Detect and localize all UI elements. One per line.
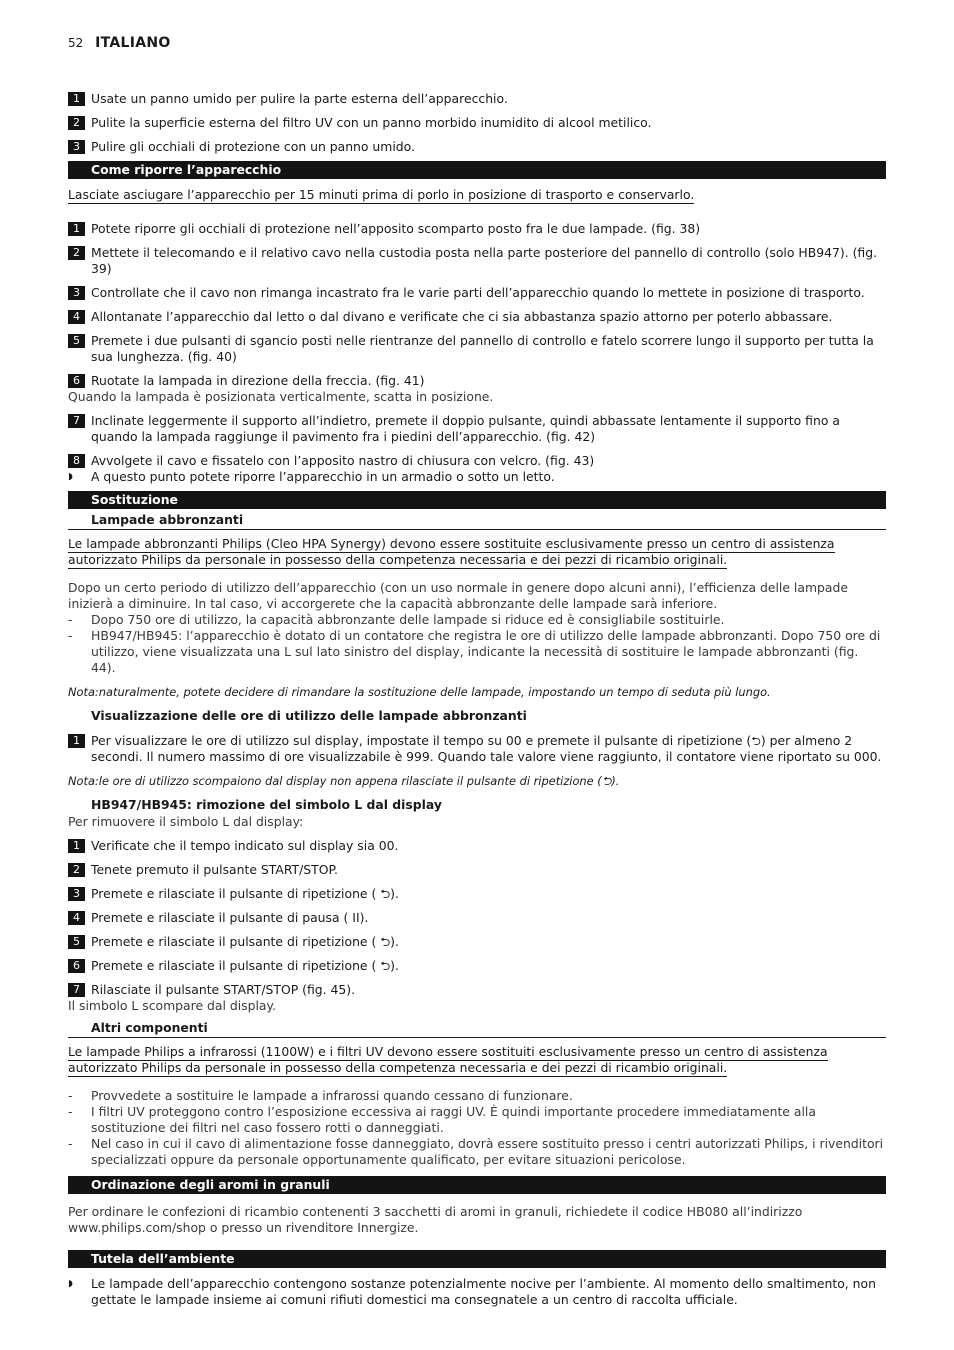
tanning-intro: Dopo un certo periodo di utilizzo dell’apparecchio (con un uso normale in genere dopo alcuni anni), l’efficienza delle lampade inizierà a diminuire. In tal caso, vi accorgerete che la capacità abbronzante delle lampade sarà inferiore. — [68, 580, 848, 611]
step-number: 1 — [68, 734, 85, 748]
page-content — [68, 91, 886, 1308]
subheading-remove-l: HB947/HB945: rimozione del simbolo L dal display — [91, 797, 442, 812]
step-text: Mettete il telecomando e il relativo cavo nella custodia posta nella parte posteriore del pannello di controllo (solo HB947). (fig. 39) — [91, 245, 878, 276]
section-heading-storage: Come riporre l’apparecchio — [68, 161, 886, 179]
step-number: 5 — [68, 935, 85, 949]
step-text: Premete e rilasciate il pulsante di ripetizione ( ⮌). — [91, 886, 399, 901]
bullet-item — [68, 612, 886, 628]
dash-bullet: - — [68, 612, 73, 627]
step-text: Ruotate la lampada in direzione della freccia. (fig. 41) — [91, 373, 425, 388]
step-text: Pulire gli occhiali di protezione con un panno umido. — [91, 139, 415, 154]
step-number: 5 — [68, 334, 85, 348]
step-number: 2 — [68, 116, 85, 130]
section-heading-replacement: Sostituzione — [68, 491, 886, 509]
step-text: Premete e rilasciate il pulsante di pausa ( II). — [91, 910, 369, 925]
storage-step — [68, 333, 886, 365]
step-text: Potete riporre gli occhiali di protezione nell’apposito scomparto posto fra le due lampade. (fig. 38) — [91, 221, 701, 236]
bullet-text: I filtri UV proteggono contro l’esposizione eccessiva ai raggi UV. È quindi importante procedere immediatamente alla sostituzione dei filtri nel caso fossero rotti o danneggiati. — [91, 1104, 816, 1135]
step-text: Premete e rilasciate il pulsante di ripetizione ( ⮌). — [91, 934, 399, 949]
cleaning-step — [68, 115, 886, 131]
step-number: 8 — [68, 454, 85, 468]
cleaning-step — [68, 139, 886, 155]
triangle-bullet-icon: ◗ — [68, 1279, 73, 1289]
step-number: 6 — [68, 959, 85, 973]
step-number: 1 — [68, 92, 85, 106]
step-number: 4 — [68, 310, 85, 324]
cleaning-step — [68, 91, 886, 107]
bullet-item — [68, 1136, 886, 1168]
section-heading-environment: Tutela dell’ambiente — [68, 1250, 886, 1268]
language-title: ITALIANO — [95, 35, 171, 51]
removal-step — [68, 982, 886, 1014]
subheading-other-components: Altri componenti — [68, 1020, 886, 1038]
bullet-text: HB947/HB945: l’apparecchio è dotato di un contatore che registra le ore di utilizzo delle lampade abbronzanti. Dopo 750 ore di utilizzo, viene visualizzata una L sul lato sinistro del display, indicante la necessità di sostituire le lampade abbronzanti (fig. 44). — [91, 628, 881, 675]
removal-step — [68, 862, 886, 878]
step-number: 6 — [68, 374, 85, 388]
step-result: Il simbolo L scompare dal display. — [68, 998, 277, 1013]
storage-step — [68, 221, 886, 237]
removal-step — [68, 910, 886, 926]
step-number: 3 — [68, 887, 85, 901]
dash-bullet: - — [68, 1104, 73, 1119]
step-number: 2 — [68, 863, 85, 877]
bullet-item — [68, 1104, 886, 1136]
result-text: A questo punto potete riporre l’apparecchio in un armadio o sotto un letto. — [91, 469, 555, 484]
storage-step — [68, 453, 886, 469]
repeat-icon: ⮌ — [751, 734, 761, 748]
environment-item — [68, 1276, 886, 1308]
step-text-end: ) per almeno 2 secondi. Il numero massimo di ore visualizzabile è 999. Quando tale valore viene raggiunto, il contatore viene riportato su 000. — [91, 733, 882, 764]
step-result: Quando la lampada è posizionata verticalmente, scatta in posizione. — [68, 389, 494, 404]
bullet-text: Nel caso in cui il cavo di alimentazione fosse danneggiato, dovrà essere sostituito presso i centri autorizzati Philips, i rivenditori specializzati oppure da personale opportunamente qualificato, per evitare situazioni pericolose. — [91, 1136, 884, 1167]
step-number: 2 — [68, 246, 85, 260]
step-text: Controllate che il cavo non rimanga incastrato fra le varie parti dell’apparecchio quando lo mettete in posizione di trasporto. — [91, 285, 865, 300]
storage-step — [68, 413, 886, 445]
removal-intro: Per rimuovere il simbolo L dal display: — [68, 814, 304, 829]
step-text: Usate un panno umido per pulire la parte esterna dell’apparecchio. — [91, 91, 508, 106]
storage-step — [68, 373, 886, 405]
bullet-text: Dopo 750 ore di utilizzo, la capacità abbronzante delle lampade si riduce ed è consigliabile sostituirle. — [91, 612, 725, 627]
section-heading-ordering: Ordinazione degli aromi in granuli — [68, 1176, 886, 1194]
step-number: 3 — [68, 286, 85, 300]
step-number: 1 — [68, 839, 85, 853]
tanning-note: Nota:naturalmente, potete decidere di rimandare la sostituzione delle lampade, impostando un tempo di seduta più lungo. — [68, 685, 771, 699]
hours-note — [68, 773, 886, 789]
removal-step — [68, 958, 886, 974]
environment-text: Le lampade dell’apparecchio contengono sostanze potenzialmente nocive per l’ambiente. Al momento dello smaltimento, non gettate le lampade insieme ai comuni rifiuti domestici ma consegnatele a un centro di raccolta ufficiale. — [91, 1276, 876, 1307]
bullet-text: Provvedete a sostituire le lampade a infrarossi quando cessano di funzionare. — [91, 1088, 573, 1103]
dash-bullet: - — [68, 1088, 73, 1103]
dash-bullet: - — [68, 1136, 73, 1151]
step-number: 4 — [68, 911, 85, 925]
triangle-bullet-icon: ◗ — [68, 472, 73, 482]
step-text: Avvolgete il cavo e fissatelo con l’apposito nastro di chiusura con velcro. (fig. 43) — [91, 453, 595, 468]
step-text: Pulite la superficie esterna del filtro UV con un panno morbido inumidito di alcool metilico. — [91, 115, 652, 130]
page-header — [68, 35, 171, 51]
removal-step — [68, 886, 886, 902]
page-number: 52 — [68, 36, 84, 50]
step-text: Allontanate l’apparecchio dal letto o dal divano e verificate che ci sia abbastanza spazio attorno per poterlo abbassare. — [91, 309, 833, 324]
bullet-item — [68, 628, 886, 676]
removal-step — [68, 934, 886, 950]
step-text: Rilasciate il pulsante START/STOP (fig. 45). — [91, 982, 356, 997]
step-number: 1 — [68, 222, 85, 236]
step-text-start: Per visualizzare le ore di utilizzo sul display, impostate il tempo su 00 e premete il pulsante di ripetizione ( — [91, 733, 752, 748]
note-text-start: Nota:le ore di utilizzo scompaiono dal display non appena rilasciate il pulsante di ripetizione ( — [68, 774, 602, 788]
step-text: Tenete premuto il pulsante START/STOP. — [91, 862, 338, 877]
removal-step — [68, 838, 886, 854]
tanning-warning: Le lampade abbronzanti Philips (Cleo HPA Synergy) devono essere sostituite esclusivamente presso un centro di assistenza autorizzato Philips da personale in possesso della competenza necessaria e dei pezzi di ricambio originali. — [68, 536, 835, 567]
storage-step — [68, 245, 886, 277]
storage-step — [68, 309, 886, 325]
other-warning: Le lampade Philips a infrarossi (1100W) e i filtri UV devono essere sostituiti esclusivamente presso un centro di assistenza autorizzato Philips da personale in possesso della competenza necessaria e dei pezzi di ricambio originali. — [68, 1044, 828, 1075]
ordering-text: Per ordinare le confezioni di ricambio contenenti 3 sacchetti di aromi in granuli, richiedete il codice HB080 all’indirizzo www.philips.com/shop o presso un rivenditore Innergize. — [68, 1204, 803, 1235]
step-text: Premete e rilasciate il pulsante di ripetizione ( ⮌). — [91, 958, 399, 973]
step-number: 3 — [68, 140, 85, 154]
result-line — [68, 469, 886, 485]
step-text: Verificate che il tempo indicato sul display sia 00. — [91, 838, 399, 853]
storage-warning: Lasciate asciugare l’apparecchio per 15 minuti prima di porlo in posizione di trasporto e conservarlo. — [68, 187, 695, 202]
repeat-icon: ⮌ — [601, 774, 612, 788]
dash-bullet: - — [68, 628, 73, 643]
bullet-item — [68, 1088, 886, 1104]
step-text: Inclinate leggermente il supporto all’indietro, premete il doppio pulsante, quindi abbassate lentamente il supporto fino a quando la lampada raggiunge il pavimento fra i piedini dell’apparecchio. (fig. 42) — [91, 413, 840, 444]
hours-step — [68, 733, 886, 765]
step-text: Premete i due pulsanti di sgancio posti nelle rientranze del pannello di controllo e fatelo scorrere lungo il supporto per tutta la sua lunghezza. (fig. 40) — [91, 333, 874, 364]
subheading-tanning-lamps: Lampade abbronzanti — [68, 512, 886, 530]
note-text-end: ). — [611, 774, 620, 788]
storage-step — [68, 285, 886, 301]
subheading-hours: Visualizzazione delle ore di utilizzo delle lampade abbronzanti — [91, 708, 527, 723]
step-number: 7 — [68, 983, 85, 997]
step-number: 7 — [68, 414, 85, 428]
